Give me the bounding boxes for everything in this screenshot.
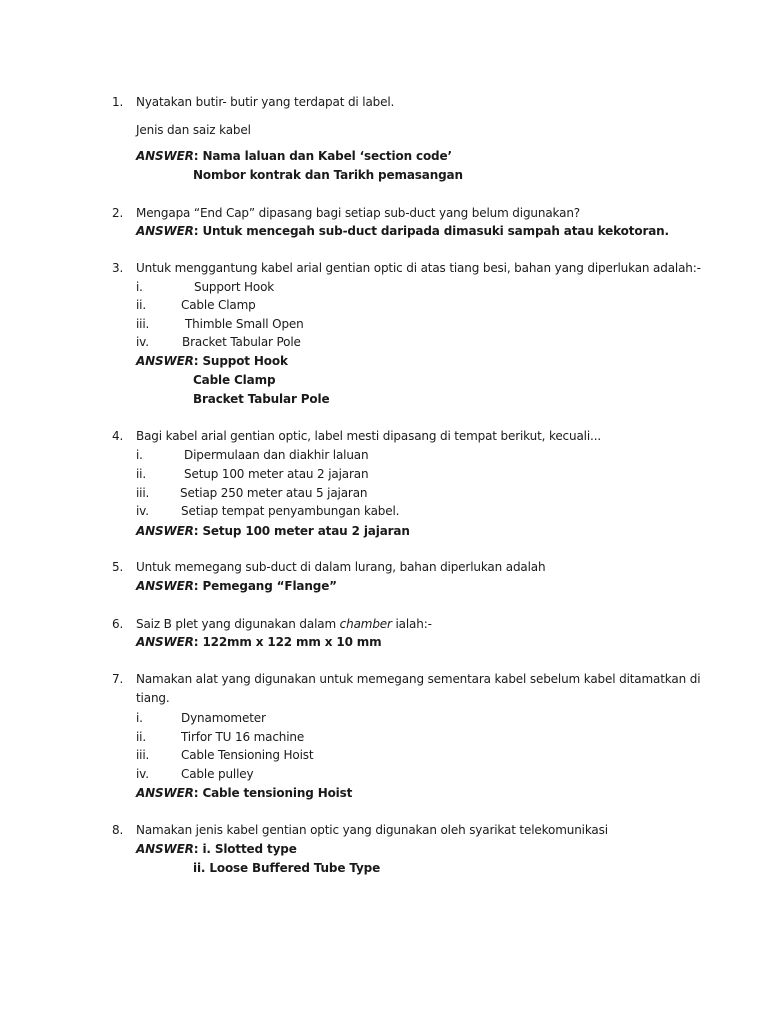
answer-line: ANSWER: Cable tensioning Hoist <box>136 786 353 800</box>
option-text: Support Hook <box>194 280 275 294</box>
answer-text: Pemegang “Flange” <box>202 579 337 593</box>
answer-text: ii. Loose Buffered Tube Type <box>193 861 381 875</box>
question-number: 5. <box>112 560 124 574</box>
question-number: 1. <box>112 95 124 109</box>
question-text: Saiz B plet yang digunakan dalam chamber ialah:- <box>136 617 432 631</box>
option-number: iii. <box>136 486 150 500</box>
option-text: Dipermulaan dan diakhir laluan <box>184 448 369 462</box>
option-text: Dynamometer <box>181 711 266 725</box>
answer-line: ANSWER: Nama laluan dan Kabel ‘section code’ <box>136 149 452 163</box>
answer-text: 122mm x 122 mm x 10 mm <box>202 635 382 649</box>
answer-line: ANSWER: 122mm x 122 mm x 10 mm <box>136 635 382 649</box>
option-text: Setup 100 meter atau 2 jajaran <box>184 467 369 481</box>
answer-line: ANSWER: i. Slotted type <box>136 842 297 856</box>
answer-text: Nama laluan dan Kabel ‘section code’ <box>202 149 452 163</box>
answer-label: ANSWER <box>136 635 194 649</box>
option-number: i. <box>136 711 143 725</box>
question-number: 6. <box>112 617 124 631</box>
option-text: Bracket Tabular Pole <box>182 335 301 349</box>
answer-label: ANSWER <box>136 786 194 800</box>
answer-label: ANSWER <box>136 524 194 538</box>
option-text: Tirfor TU 16 machine <box>181 730 305 744</box>
answer-text: Cable tensioning Hoist <box>202 786 353 800</box>
option-text: Setiap tempat penyambungan kabel. <box>181 504 400 518</box>
question-text: Untuk memegang sub-duct di dalam lurang, bahan diperlukan adalah <box>136 560 546 574</box>
option-number: i. <box>136 280 143 294</box>
option-number: ii. <box>136 730 147 744</box>
option-text: Cable Tensioning Hoist <box>181 748 314 762</box>
question-number: 7. <box>112 672 124 686</box>
answer-text: Bracket Tabular Pole <box>193 392 330 406</box>
option-number: iv. <box>136 767 149 781</box>
question-text: Namakan jenis kabel gentian optic yang digunakan oleh syarikat telekomunikasi <box>136 823 608 837</box>
question-text: Mengapa “End Cap” dipasang bagi setiap sub-duct yang belum digunakan? <box>136 206 581 220</box>
answer-text: Nombor kontrak dan Tarikh pemasangan <box>193 168 463 182</box>
answer-text: Setup 100 meter atau 2 jajaran <box>202 524 410 538</box>
answer-label: ANSWER <box>136 354 194 368</box>
option-number: i. <box>136 448 143 462</box>
option-number: iv. <box>136 335 149 349</box>
question-number: 3. <box>112 261 124 275</box>
question-number: 4. <box>112 429 124 443</box>
option-text: Cable Clamp <box>181 298 256 312</box>
option-number: iv. <box>136 504 149 518</box>
answer-text: Suppot Hook <box>202 354 288 368</box>
question-text-continued: tiang. <box>136 691 170 705</box>
answer-line: ANSWER: Untuk mencegah sub-duct daripada dimasuki sampah atau kekotoran. <box>136 224 669 238</box>
answer-text: Untuk mencegah sub-duct daripada dimasuki sampah atau kekotoran. <box>202 224 669 238</box>
question-text: Nyatakan butir- butir yang terdapat di label. <box>136 95 395 109</box>
question-text: Namakan alat yang digunakan untuk memegang sementara kabel sebelum kabel ditamatkan di <box>136 672 701 686</box>
option-number: iii. <box>136 748 150 762</box>
answer-line: ANSWER: Pemegang “Flange” <box>136 579 337 593</box>
option-number: ii. <box>136 298 147 312</box>
question-subtext: Jenis dan saiz kabel <box>136 123 251 137</box>
option-number: ii. <box>136 467 147 481</box>
option-text: Cable pulley <box>181 767 254 781</box>
option-text: Setiap 250 meter atau 5 jajaran <box>180 486 368 500</box>
question-text: Untuk menggantung kabel arial gentian optic di atas tiang besi, bahan yang diperlukan adalah:- <box>136 261 701 275</box>
answer-label: ANSWER <box>136 149 194 163</box>
question-text: Bagi kabel arial gentian optic, label mesti dipasang di tempat berikut, kecuali... <box>136 429 602 443</box>
option-number: iii. <box>136 317 150 331</box>
option-text: Thimble Small Open <box>185 317 304 331</box>
question-number: 2. <box>112 206 124 220</box>
answer-text: i. Slotted type <box>202 842 297 856</box>
answer-label: ANSWER <box>136 224 194 238</box>
question-number: 8. <box>112 823 124 837</box>
answer-line: ANSWER: Setup 100 meter atau 2 jajaran <box>136 524 410 538</box>
answer-line: ANSWER: Suppot Hook <box>136 354 288 368</box>
answer-label: ANSWER <box>136 842 194 856</box>
answer-label: ANSWER <box>136 579 194 593</box>
emphasis-word: chamber <box>339 617 392 631</box>
answer-text: Cable Clamp <box>193 373 276 387</box>
